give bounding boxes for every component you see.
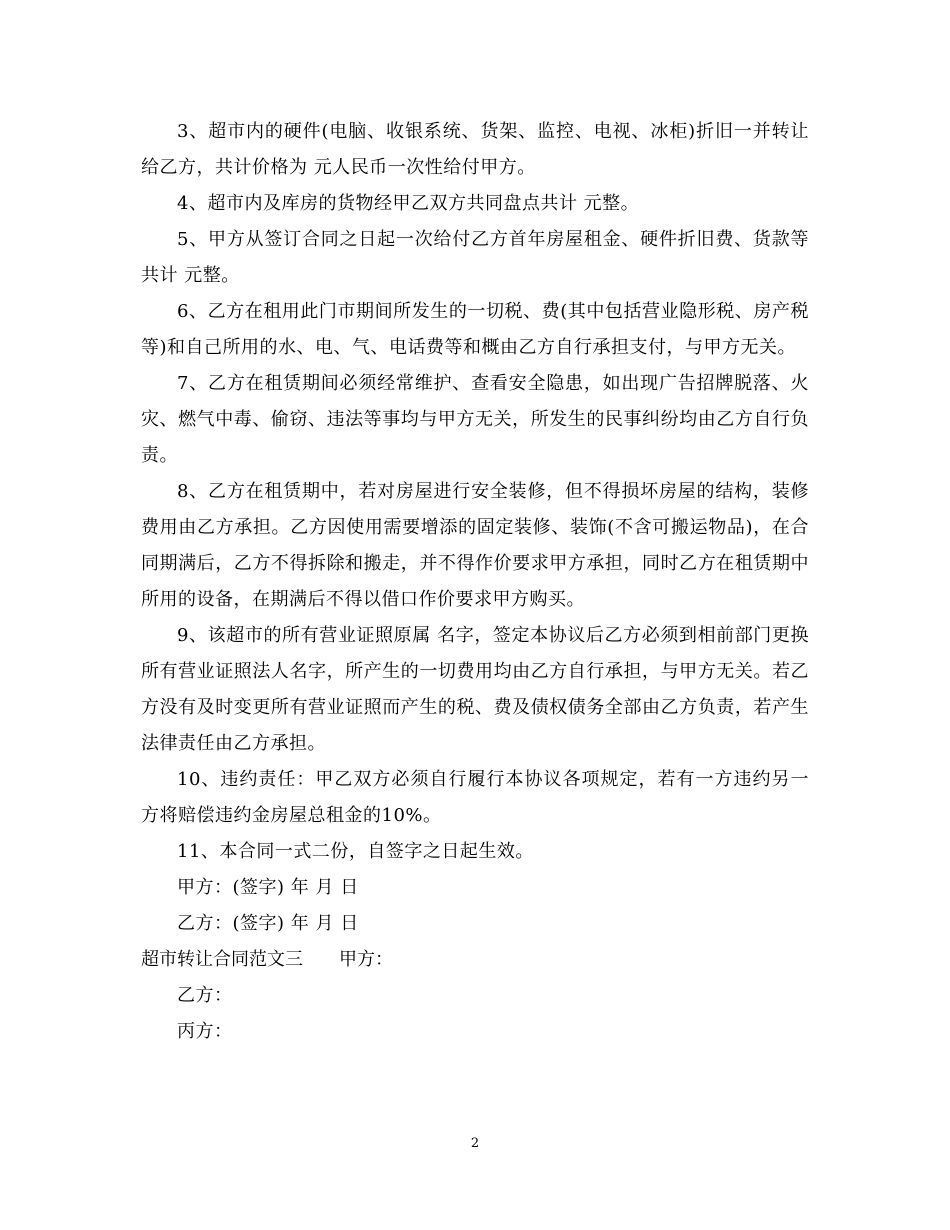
clause-10: 10、违约责任：甲乙双方必须自行履行本协议各项规定，若有一方违约另一方将赔偿违约金房屋总租金的10%。: [141, 769, 809, 826]
section-party-c-label: 丙方：: [177, 1021, 233, 1042]
page-number: 2: [470, 1136, 480, 1151]
signature-party-b: 乙方：(签字) 年 月 日: [177, 913, 359, 934]
clause-8: 8、乙方在租赁期中，若对房屋进行安全装修，但不得损坏房屋的结构，装修费用由乙方承担。乙方因使用需要增添的固定装修、装饰(不含可搬运物品)，在合同期满后，乙方不得拆除和搬走，并不得作价要求甲方承担，同时乙方在租赁期中所用的设备，在期满后不得以借口作价要求甲方购买。: [141, 481, 809, 610]
section-party-a-label: 甲方：: [339, 949, 393, 970]
clause-6: 6、乙方在租用此门市期间所发生的一切税、费(其中包括营业隐形税、房产税等)和自己所用的水、电、气、电话费等和概由乙方自行承担支付，与甲方无关。: [141, 301, 809, 358]
section-party-b-label: 乙方：: [177, 985, 233, 1006]
section-heading-row: [141, 942, 809, 978]
section-title: 超市转让合同范文三: [141, 949, 303, 970]
clause-9: 9、该超市的所有营业证照原属 名字，签定本协议后乙方必须到相前部门更换所有营业证照法人名字，所产生的一切费用均由乙方自行承担，与甲方无关。若乙方没有及时变更所有营业证照而产生的税、费及债权债务全部由乙方负责，若产生法律责任由乙方承担。: [141, 625, 809, 754]
clause-4: 4、超市内及库房的货物经甲乙双方共同盘点共计 元整。: [177, 193, 640, 214]
clause-3: 3、超市内的硬件(电脑、收银系统、货架、监控、电视、冰柜)折旧一并转让给乙方，共计价格为 元人民币一次性给付甲方。: [141, 121, 809, 178]
document-body: [141, 114, 809, 1050]
signature-party-a: 甲方：(签字) 年 月 日: [177, 877, 359, 898]
clause-11: 11、本合同一式二份，自签字之日起生效。: [177, 841, 534, 862]
clause-7: 7、乙方在租赁期间必须经常维护、查看安全隐患，如出现广告招牌脱落、火灾、燃气中毒、偷窃、违法等事均与甲方无关，所发生的民事纠纷均由乙方自行负责。: [141, 373, 809, 466]
clause-5: 5、甲方从签订合同之日起一次给付乙方首年房屋租金、硬件折旧费、货款等共计 元整。: [141, 229, 809, 286]
